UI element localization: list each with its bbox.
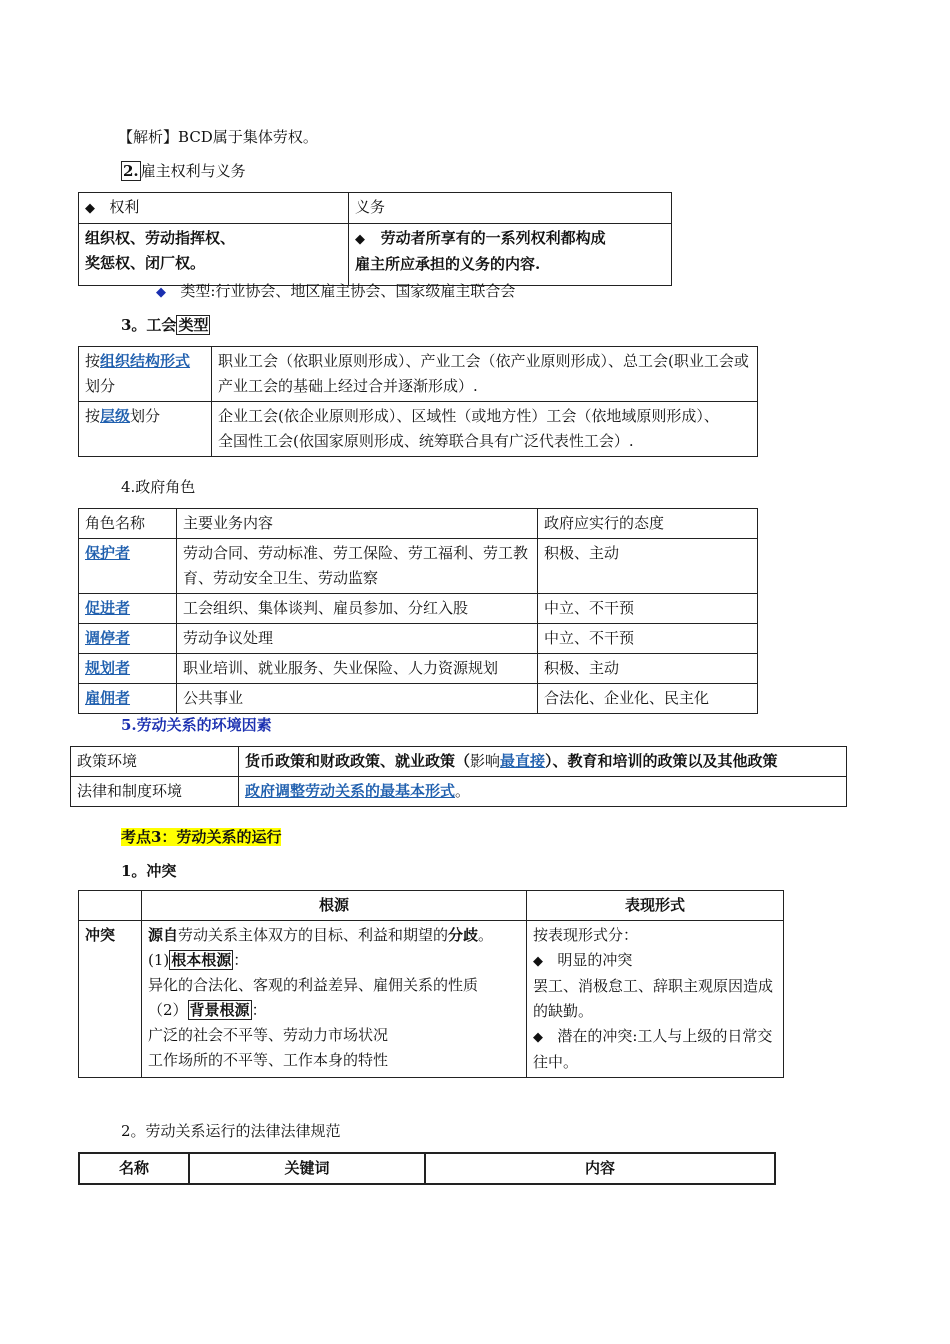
analysis-prefix: 【解析】 xyxy=(118,128,179,146)
r2-post: 划分 xyxy=(130,407,161,425)
gov-header-content: 主要业务内容 xyxy=(177,509,538,539)
law-header-name: 名称 xyxy=(79,1153,189,1184)
role-attitude: 合法化、企业化、民主化 xyxy=(538,684,758,714)
root-t5: 工作场所的不平等、工作本身的特性 xyxy=(148,1051,389,1069)
role-content: 劳动争议处理 xyxy=(177,624,538,654)
env-r1-post: ）、教育和培训的政策以及其他政策 xyxy=(545,752,778,770)
role-content: 公共事业 xyxy=(177,684,538,714)
section-4-title: 4.政府角色 xyxy=(121,478,196,496)
union-table xyxy=(78,346,758,457)
gov-role-table xyxy=(78,508,758,714)
law-table xyxy=(78,1152,776,1185)
role-content: 职业培训、就业服务、失业保险、人力资源规划 xyxy=(177,654,538,684)
section-3-title: 3。工会 xyxy=(121,316,177,334)
r1-post: 划分 xyxy=(85,377,116,395)
section-2-number: 2. xyxy=(123,162,139,180)
types-line xyxy=(156,280,515,301)
diamond-icon: ◆ xyxy=(533,1030,543,1045)
basic-form-link[interactable]: 政府调整劳动关系的最基本形式 xyxy=(245,782,456,800)
r2-pre: 按 xyxy=(85,407,101,425)
table-row xyxy=(79,539,758,594)
conflict-form-cell xyxy=(527,921,784,1078)
table-row xyxy=(79,654,758,684)
employer-header-duty xyxy=(349,193,672,224)
union-row1-label xyxy=(79,347,212,402)
env-r1-pre: 货币政策和财政政策、就业政策（ xyxy=(245,752,471,770)
duty-header-text: 义务 xyxy=(355,198,386,216)
conflict-header-root: 根源 xyxy=(142,891,527,921)
analysis-line xyxy=(118,126,318,147)
r1-pre: 按 xyxy=(85,352,101,370)
root-b2: 分歧 xyxy=(448,926,479,944)
role-attitude: 中立、不干预 xyxy=(538,624,758,654)
root-t1: 劳动关系主体双方的目标、利益和期望的 xyxy=(178,926,449,944)
role-attitude: 积极、主动 xyxy=(538,539,758,594)
law-header-keyword: 关键词 xyxy=(189,1153,425,1184)
analysis-text: BCD属于集体劳权。 xyxy=(178,128,318,146)
role-attitude: 中立、不干预 xyxy=(538,594,758,624)
form-t1: 按表现形式分： xyxy=(533,926,639,944)
r1-content: 职业工会（依职业原则形成）、产业工会（依产业原则形成）、总工会(职业工会或产业工会的基础上经过合并逐渐形成）. xyxy=(218,352,749,395)
env-policy-content xyxy=(239,747,847,777)
union-row2-content xyxy=(212,402,758,457)
gov-header-attitude: 政府应实行的态度 xyxy=(538,509,758,539)
rights-header-text: 权利 xyxy=(109,198,140,216)
env-law-content xyxy=(239,777,847,807)
union-row2-label xyxy=(79,402,212,457)
employer-table xyxy=(78,192,672,286)
r2-content-1: 企业工会(依企业原则形成）、区域性（或地方性）工会（依地域原则形成）、 xyxy=(218,407,719,425)
background-root-box: 背景根源 xyxy=(189,1001,250,1019)
env-policy-label: 政策环境 xyxy=(71,747,239,777)
role-planner-link[interactable]: 规划者 xyxy=(85,659,131,677)
root-c1: ： xyxy=(233,951,249,969)
rights-line-2: 奖惩权、闭厂权。 xyxy=(85,254,206,272)
root-c2: ： xyxy=(251,1001,267,1019)
table-row xyxy=(79,624,758,654)
section-3-boxed: 类型 xyxy=(178,316,209,334)
root-n2: （2） xyxy=(148,1001,188,1019)
duty-line-2: 雇主所应承担的义务的内容. xyxy=(355,255,541,273)
law-header-content: 内容 xyxy=(425,1153,775,1184)
form-t2: 明显的冲突 xyxy=(557,951,633,969)
role-content: 工会组织、集体谈判、雇员参加、分红入股 xyxy=(177,594,538,624)
types-text: 类型:行业协会、地区雇主协会、国家级雇主联合会 xyxy=(180,282,516,300)
key-point-text: 考点3：劳动关系的运行 xyxy=(121,828,282,846)
root-n1: (1) xyxy=(148,951,170,969)
role-promoter-link[interactable]: 促进者 xyxy=(85,599,131,617)
duty-line-1: 劳动者所享有的一系列权利都构成 xyxy=(380,229,606,247)
env-r1-mid: 影响 xyxy=(470,752,501,770)
diamond-icon: ◆ xyxy=(355,232,365,247)
r2-content-2: 全国性工会(依国家原则形成、统筹联合具有广泛代表性工会）. xyxy=(218,432,634,450)
env-law-label: 法律和制度环境 xyxy=(71,777,239,807)
conflict-root-cell xyxy=(142,921,527,1078)
role-employer-link[interactable]: 雇佣者 xyxy=(85,689,131,707)
root-t3: 异化的合法化、客观的利益差异、雇佣关系的性质 xyxy=(148,976,479,994)
section-5-heading xyxy=(121,714,272,735)
most-direct-link[interactable]: 最直接 xyxy=(500,752,546,770)
rights-line-1: 组织权、劳动指挥权、 xyxy=(85,229,236,247)
conflict-label: 冲突 xyxy=(79,921,142,1078)
org-structure-link[interactable]: 组织结构形式 xyxy=(100,352,191,370)
law-title: 2。劳动关系运行的法律法律规范 xyxy=(121,1122,341,1140)
table-row xyxy=(79,684,758,714)
fundamental-root-box: 根本根源 xyxy=(171,951,232,969)
table-row xyxy=(79,594,758,624)
conflict-heading xyxy=(121,860,176,881)
gov-header-role: 角色名称 xyxy=(79,509,177,539)
role-protector-link[interactable]: 保护者 xyxy=(85,544,131,562)
role-mediator-link[interactable]: 调停者 xyxy=(85,629,131,647)
role-content: 劳动合同、劳动标准、劳工保险、劳工福利、劳工教育、劳动安全卫生、劳动监察 xyxy=(177,539,538,594)
diamond-icon: ◆ xyxy=(156,285,166,300)
env-r2-post: 。 xyxy=(455,782,471,800)
employer-header-rights xyxy=(79,193,349,224)
root-t2: 。 xyxy=(478,926,494,944)
diamond-icon: ◆ xyxy=(85,201,95,216)
law-heading xyxy=(121,1120,341,1141)
role-attitude: 积极、主动 xyxy=(538,654,758,684)
form-t4: 潜在的冲突:工人与上级的日常交往中。 xyxy=(533,1027,773,1071)
conflict-header-form: 表现形式 xyxy=(527,891,784,921)
conflict-table xyxy=(78,890,784,1078)
key-point-3 xyxy=(121,826,281,847)
diamond-icon: ◆ xyxy=(533,954,543,969)
section-4-heading xyxy=(121,476,195,497)
section-2-heading xyxy=(121,160,246,181)
conflict-title: 1。冲突 xyxy=(121,862,177,880)
form-t3: 罢工、消极怠工、辞职主观原因造成的缺勤。 xyxy=(533,977,774,1020)
conflict-header-empty xyxy=(79,891,142,921)
level-link[interactable]: 层级 xyxy=(100,407,131,425)
union-row1-content xyxy=(212,347,758,402)
section-2-title: 雇主权利与义务 xyxy=(140,162,246,180)
section-3-heading xyxy=(121,314,210,335)
root-b1: 源自 xyxy=(148,926,179,944)
employer-rights-cell xyxy=(79,224,349,286)
env-table xyxy=(70,746,847,807)
section-5-title: 5.劳动关系的环境因素 xyxy=(121,716,272,734)
employer-duty-cell xyxy=(349,224,672,286)
root-t4: 广泛的社会不平等、劳动力市场状况 xyxy=(148,1026,389,1044)
